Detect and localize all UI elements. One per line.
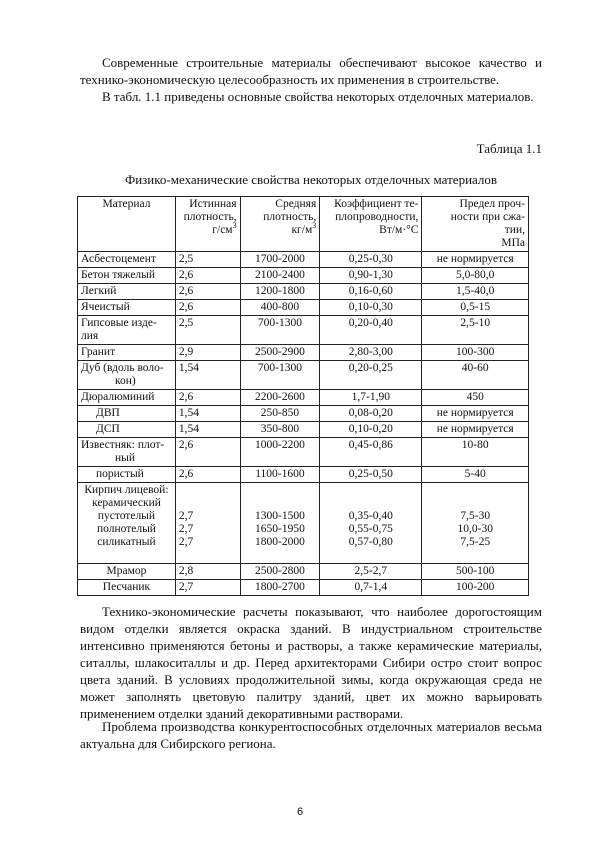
cell-conductivity: 0,10-0,30	[320, 300, 422, 316]
table-row	[78, 316, 529, 345]
intro-paragraph-1: Современные строительные материалы обеспечивают высокое качество и технико-экономическую целесообразность их применения в строительстве.	[80, 55, 542, 87]
table-row	[78, 467, 529, 483]
cell-conductivity: 0,10-0,20	[320, 422, 422, 438]
cell-true-density: 2,5	[175, 252, 240, 268]
cell-material: Известняк: плот- ный	[78, 438, 176, 467]
cell-strength: не нормируется	[422, 422, 529, 438]
cell-true-density: 2,6	[175, 300, 240, 316]
cell-avg-density: 1000-2200	[240, 438, 320, 467]
cell-conductivity: 0,90-1,30	[320, 268, 422, 284]
cell-material: Бетон тяжелый	[78, 268, 176, 284]
body-paragraph-4: Проблема производства конкурентоспособных отделочных материалов весьма актуальна для Сибирского региона.	[80, 719, 542, 751]
cell-true-density: 2,5	[175, 316, 240, 345]
table-row	[78, 268, 529, 284]
table-row-brick	[78, 483, 529, 564]
table-title: Физико-механические свойства некоторых отделочных материалов	[124, 172, 498, 187]
cell-material: Кирпич лицевой: керамический пустотелый полнотелый силикатный	[78, 483, 176, 564]
cell-material: Песчаник	[78, 580, 176, 596]
cell-conductivity: 0,25-0,50	[320, 467, 422, 483]
header-avg-density: Средняя плотность, $кг/м^3$	[240, 197, 320, 252]
cell-avg-density: 1700-2000	[240, 252, 320, 268]
cell-strength: 100-300	[422, 345, 529, 361]
cell-true-density: 2,6	[175, 467, 240, 483]
cell-material: Гранит	[78, 345, 176, 361]
properties-table	[77, 196, 529, 596]
cell-strength: 5-40	[422, 467, 529, 483]
cell-avg-density: 250-850	[240, 406, 320, 422]
cell-true-density: 2,7	[175, 580, 240, 596]
intro-paragraph-2: В табл. 1.1 приведены основные свойства некоторых отделочных материалов.	[102, 89, 534, 104]
cell-avg-density: 350-800	[240, 422, 320, 438]
cell-true-density: 2,8	[175, 564, 240, 580]
table-row	[78, 580, 529, 596]
cell-avg-density: 2200-2600	[240, 390, 320, 406]
cell-true-density: 2,6	[175, 284, 240, 300]
body-paragraph-3: Технико-экономические расчеты показывают, что наиболее дорогостоящим видом отделки является окраска зданий. В индустриальном строительстве интенсивно применяются бетоны и растворы, а также керамические материалы, ситаллы, шлакоситаллы и др. Перед архитекторами Сибири остро стоит вопрос цвета зданий. В условиях продолжительной зимы, когда окружающая среда не может заполнять цветовую палитру зданий, цвет их можно варьировать применением отделки зданий декоративными растворами.	[80, 604, 542, 721]
cell-material: ДВП	[78, 406, 176, 422]
table-caption: Таблица 1.1	[476, 141, 542, 156]
cell-true-density: 2,6	[175, 390, 240, 406]
table-header-row	[78, 197, 529, 252]
page-number: 6	[296, 806, 304, 818]
cell-avg-density: 2500-2900	[240, 345, 320, 361]
cell-avg-density: 1300-1500 1650-1950 1800-2000	[240, 483, 320, 564]
cell-strength: не нормируется	[422, 252, 529, 268]
cell-conductivity: 0,08-0,20	[320, 406, 422, 422]
cell-avg-density: 700-1300	[240, 361, 320, 390]
cell-material: Ячеистый	[78, 300, 176, 316]
cell-strength: 10-80	[422, 438, 529, 467]
table-row	[78, 406, 529, 422]
cell-avg-density: 1800-2700	[240, 580, 320, 596]
cell-avg-density: 400-800	[240, 300, 320, 316]
cell-conductivity: 2,5-2,7	[320, 564, 422, 580]
cell-strength: не нормируется	[422, 406, 529, 422]
header-conductivity: Коэффициент те- плопроводности, Вт/м·°С	[320, 197, 422, 252]
table-row	[78, 345, 529, 361]
cell-strength: 7,5-30 10,0-30 7,5-25	[422, 483, 529, 564]
cell-avg-density: 2500-2800	[240, 564, 320, 580]
table-row	[78, 252, 529, 268]
cell-conductivity: 2,80-3,00	[320, 345, 422, 361]
cell-avg-density: 700-1300	[240, 316, 320, 345]
cell-strength: 5,0-80,0	[422, 268, 529, 284]
cell-strength: 0,5-15	[422, 300, 529, 316]
cell-conductivity: 0,20-0,25	[320, 361, 422, 390]
cell-conductivity: 0,45-0,86	[320, 438, 422, 467]
cell-true-density: 2,7 2,7 2,7	[175, 483, 240, 564]
cell-strength: 1,5-40,0	[422, 284, 529, 300]
table-row	[78, 422, 529, 438]
cell-conductivity: 0,25-0,30	[320, 252, 422, 268]
cell-true-density: 2,6	[175, 438, 240, 467]
cell-strength: 2,5-10	[422, 316, 529, 345]
cell-material: Дуб (вдоль воло- кон)	[78, 361, 176, 390]
cell-avg-density: 1200-1800	[240, 284, 320, 300]
cell-strength: 100-200	[422, 580, 529, 596]
header-strength: Предел проч- ности при сжа- тии, МПа	[422, 197, 529, 252]
cell-material: Легкий	[78, 284, 176, 300]
cell-conductivity: 0,7-1,4	[320, 580, 422, 596]
cell-strength: 40-60	[422, 361, 529, 390]
cell-conductivity: 1,7-1,90	[320, 390, 422, 406]
table-row	[78, 438, 529, 467]
cell-true-density: 1,54	[175, 406, 240, 422]
cell-material: Мрамор	[78, 564, 176, 580]
header-material: Материал	[78, 197, 176, 252]
table-row	[78, 361, 529, 390]
cell-material: Дюралюминий	[78, 390, 176, 406]
cell-avg-density: 2100-2400	[240, 268, 320, 284]
cell-material: Асбестоцемент	[78, 252, 176, 268]
cell-strength: 500-100	[422, 564, 529, 580]
cell-true-density: 1,54	[175, 361, 240, 390]
cell-material: Гипсовые изде- лия	[78, 316, 176, 345]
cell-conductivity: 0,20-0,40	[320, 316, 422, 345]
table-row	[78, 564, 529, 580]
cell-avg-density: 1100-1600	[240, 467, 320, 483]
cell-conductivity: 0,16-0,60	[320, 284, 422, 300]
table-row	[78, 284, 529, 300]
cell-conductivity: 0,35-0,40 0,55-0,75 0,57-0,80	[320, 483, 422, 564]
table-row	[78, 390, 529, 406]
cell-true-density: 2,6	[175, 268, 240, 284]
cell-material: пористый	[78, 467, 176, 483]
header-true-density: Истинная плотность, $г/см^3$	[175, 197, 240, 252]
cell-true-density: 2,9	[175, 345, 240, 361]
cell-strength: 450	[422, 390, 529, 406]
cell-true-density: 1,54	[175, 422, 240, 438]
cell-material: ДСП	[78, 422, 176, 438]
table-row	[78, 300, 529, 316]
